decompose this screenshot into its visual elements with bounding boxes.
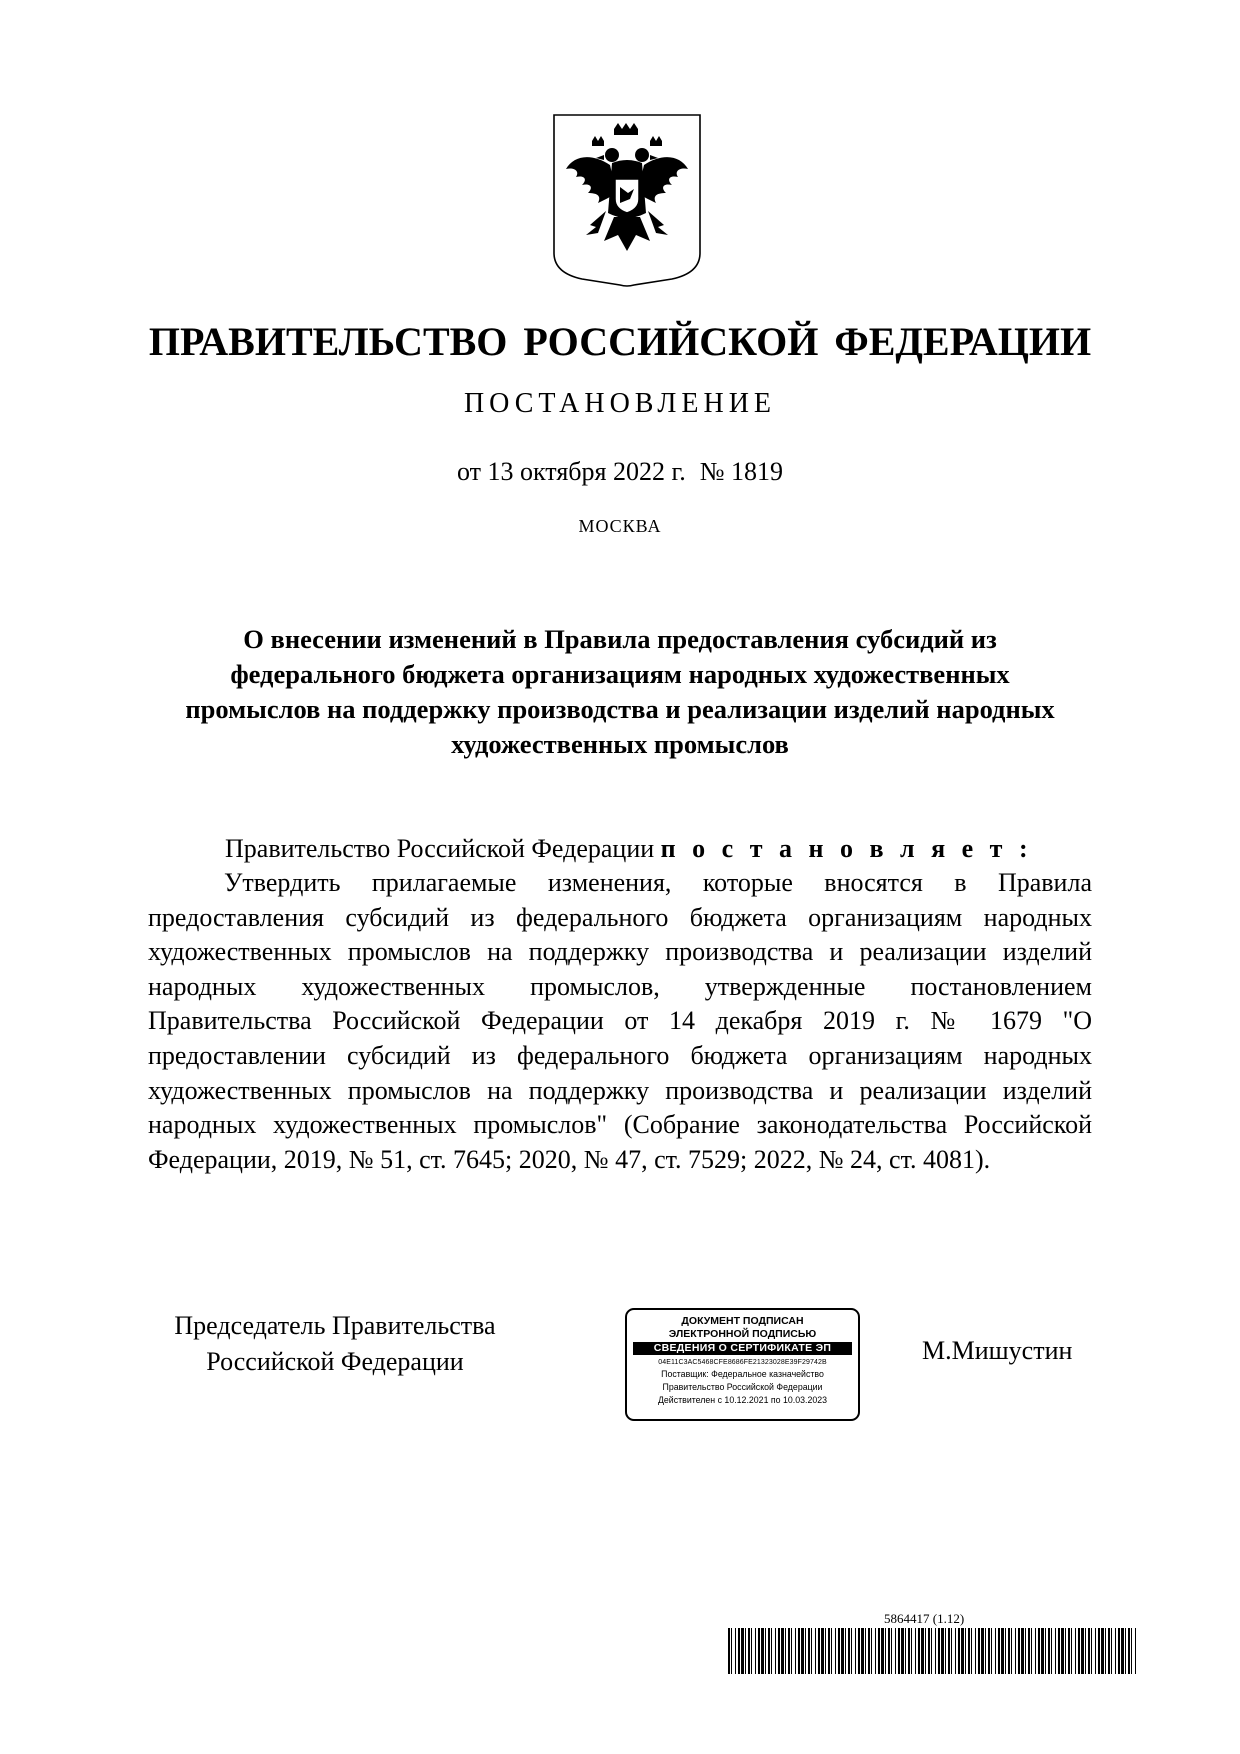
barcode-bar bbox=[1078, 1628, 1080, 1674]
barcode-bar bbox=[1121, 1628, 1124, 1674]
barcode-bar bbox=[981, 1628, 984, 1674]
barcode-bar bbox=[1065, 1628, 1066, 1674]
barcode-bar bbox=[1081, 1628, 1084, 1674]
signatory-name: М.Мишустин bbox=[922, 1336, 1073, 1365]
barcode-bar bbox=[1098, 1628, 1100, 1674]
barcode-bar bbox=[1108, 1628, 1110, 1674]
signatory-position-line1: Председатель Правительства bbox=[174, 1311, 496, 1340]
barcode-bar bbox=[891, 1628, 892, 1674]
date-number-line bbox=[0, 457, 1240, 487]
barcode-bar bbox=[761, 1628, 764, 1674]
document-date: от 13 октября 2022 г. bbox=[456, 457, 686, 486]
document-type: ПОСТАНОВЛЕНИЕ bbox=[463, 388, 777, 419]
barcode-bar bbox=[825, 1628, 826, 1674]
barcode-bar bbox=[801, 1628, 804, 1674]
barcode-bar bbox=[1028, 1628, 1030, 1674]
barcode-bar bbox=[775, 1628, 776, 1674]
barcode-bar bbox=[961, 1628, 964, 1674]
barcode-bar bbox=[1061, 1628, 1064, 1674]
barcode-bar bbox=[951, 1628, 952, 1674]
barcode-bar bbox=[941, 1628, 944, 1674]
barcode-bar bbox=[855, 1628, 856, 1674]
barcode-bar bbox=[798, 1628, 800, 1674]
barcode-bar bbox=[905, 1628, 906, 1674]
barcode-bar bbox=[1085, 1628, 1086, 1674]
barcode-bar bbox=[1011, 1628, 1012, 1674]
barcode-bar bbox=[888, 1628, 890, 1674]
barcode-bar bbox=[915, 1628, 916, 1674]
stamp-line2: ЭЛЕКТРОННОЙ ПОДПИСЬЮ bbox=[668, 1328, 817, 1340]
barcode-bar bbox=[1045, 1628, 1046, 1674]
barcode-bar bbox=[958, 1628, 960, 1674]
barcode-bar bbox=[731, 1628, 732, 1674]
barcode-bar bbox=[1015, 1628, 1016, 1674]
barcode-bar bbox=[1051, 1628, 1052, 1674]
barcode-bar bbox=[821, 1628, 824, 1674]
barcode-bar bbox=[791, 1628, 792, 1674]
barcode-bar bbox=[881, 1628, 884, 1674]
barcode-bar bbox=[785, 1628, 786, 1674]
barcode-bar bbox=[835, 1628, 836, 1674]
barcode-bar bbox=[998, 1628, 1000, 1674]
barcode-bar bbox=[955, 1628, 956, 1674]
barcode-bar bbox=[735, 1628, 736, 1674]
e-signature-stamp bbox=[625, 1308, 860, 1421]
barcode-bar bbox=[1118, 1628, 1120, 1674]
city: МОСКВА bbox=[578, 516, 662, 536]
barcode-bar bbox=[975, 1628, 976, 1674]
barcode-bar bbox=[788, 1628, 790, 1674]
barcode-bar bbox=[1041, 1628, 1044, 1674]
barcode-bar bbox=[925, 1628, 926, 1674]
document-number: № 1819 bbox=[699, 457, 784, 486]
barcode-bar bbox=[1091, 1628, 1092, 1674]
barcode-bar bbox=[741, 1628, 744, 1674]
barcode-bar bbox=[918, 1628, 920, 1674]
barcode-bar bbox=[1055, 1628, 1056, 1674]
signatory-position-line2: Российской Федерации bbox=[206, 1347, 464, 1376]
document-heading: О внесении изменений в Правила предоставления субсидий из федерального бюджета организациям народных художественных промыслов на поддержку производства и реализации изделий народных художественных промыслов bbox=[185, 624, 1055, 759]
barcode-bar bbox=[968, 1628, 970, 1674]
barcode-bar bbox=[1101, 1628, 1104, 1674]
barcode-bar bbox=[818, 1628, 820, 1674]
barcode-bar bbox=[1005, 1628, 1006, 1674]
barcode-bar bbox=[948, 1628, 950, 1674]
barcode-bar bbox=[748, 1628, 750, 1674]
barcode-bar bbox=[771, 1628, 772, 1674]
barcode-bar bbox=[901, 1628, 904, 1674]
barcode-bar bbox=[1068, 1628, 1070, 1674]
barcode-bar bbox=[921, 1628, 924, 1674]
stamp-serial: 04E11C3AC5468CFE8686FE21323028E39F29742B bbox=[658, 1359, 827, 1366]
barcode-bar bbox=[768, 1628, 770, 1674]
barcode-bar bbox=[1031, 1628, 1032, 1674]
decree-word: п о с т а н о в л я е т : bbox=[660, 834, 1033, 863]
barcode-bar bbox=[1131, 1628, 1132, 1674]
stamp-banner: СВЕДЕНИЯ О СЕРТИФИКАТЕ ЭП bbox=[633, 1342, 852, 1355]
barcode-bar bbox=[1111, 1628, 1112, 1674]
barcode-bar bbox=[1018, 1628, 1020, 1674]
barcode-bar bbox=[815, 1628, 816, 1674]
barcode-bar bbox=[1001, 1628, 1004, 1674]
coat-of-arms-emblem bbox=[552, 113, 702, 288]
barcode-bar bbox=[811, 1628, 812, 1674]
barcode-bar bbox=[805, 1628, 806, 1674]
barcode-bar bbox=[908, 1628, 910, 1674]
signatory-position bbox=[150, 1308, 520, 1380]
barcode-bar bbox=[938, 1628, 940, 1674]
barcode-bar bbox=[1038, 1628, 1040, 1674]
barcode-bar bbox=[838, 1628, 840, 1674]
barcode-bar bbox=[765, 1628, 766, 1674]
barcode-bar bbox=[978, 1628, 980, 1674]
barcode-bar bbox=[895, 1628, 896, 1674]
barcode-bar bbox=[831, 1628, 832, 1674]
barcode-bar bbox=[1115, 1628, 1116, 1674]
barcode-bar bbox=[861, 1628, 864, 1674]
barcode-bar bbox=[758, 1628, 760, 1674]
barcode-bar bbox=[935, 1628, 936, 1674]
preamble-subject: Правительство Российской Федерации bbox=[225, 834, 655, 863]
barcode-bar bbox=[808, 1628, 810, 1674]
barcode-bar bbox=[1125, 1628, 1126, 1674]
barcode-bar bbox=[1048, 1628, 1050, 1674]
stamp-owner: Правительство Российской Федерации bbox=[662, 1382, 823, 1392]
barcode-bar bbox=[1008, 1628, 1010, 1674]
barcode-bar bbox=[971, 1628, 972, 1674]
barcode-bar bbox=[868, 1628, 870, 1674]
stamp-supplier: Поставщик: Федеральное казначейство bbox=[661, 1369, 824, 1379]
barcode-bar bbox=[1035, 1628, 1036, 1674]
barcode-bar bbox=[985, 1628, 986, 1674]
barcode-bar bbox=[858, 1628, 860, 1674]
barcode-bar bbox=[1135, 1628, 1136, 1674]
barcode-bar bbox=[898, 1628, 900, 1674]
barcode-bar bbox=[878, 1628, 880, 1674]
government-title: ПРАВИТЕЛЬСТВО РОССИЙСКОЙ ФЕДЕРАЦИИ bbox=[148, 319, 1092, 364]
barcode-bar bbox=[885, 1628, 886, 1674]
barcode-bar bbox=[1058, 1628, 1060, 1674]
barcode-bar bbox=[865, 1628, 866, 1674]
barcode-bar bbox=[845, 1628, 846, 1674]
barcode-bar bbox=[1025, 1628, 1026, 1674]
barcode-bar bbox=[991, 1628, 992, 1674]
barcode-bar bbox=[755, 1628, 756, 1674]
barcode-number: 5864417 (1.12) bbox=[884, 1611, 965, 1626]
barcode-bar bbox=[1021, 1628, 1024, 1674]
barcode-bar bbox=[778, 1628, 780, 1674]
barcode-bar bbox=[851, 1628, 852, 1674]
barcode-bar bbox=[841, 1628, 844, 1674]
stamp-line1: ДОКУМЕНТ ПОДПИСАН bbox=[681, 1315, 804, 1327]
barcode-bar bbox=[848, 1628, 850, 1674]
barcode-bar bbox=[1128, 1628, 1130, 1674]
barcode-bar bbox=[928, 1628, 930, 1674]
body-paragraph: Утвердить прилагаемые изменения, которые вносятся в Правила предоставления субсидий из федерального бюджета организациям народных художественных промыслов на поддержку производства и реализации изделий народных художественных промыслов, утвержденные постановлением Правительства Российской Федерации от 14 декабря 2019 г. № 1679 "О предоставлении субсидий из федерального бюджета организациям народных художественных промыслов на поддержку производства и реализации изделий народных художественных промыслов" (Собрание законодательства Российской Федерации, 2019, № 51, ст. 7645; 2020, № 47, ст. 7529; 2022, № 24, ст. 4081). bbox=[148, 868, 1092, 1174]
barcode-bar bbox=[911, 1628, 912, 1674]
barcode-bar bbox=[988, 1628, 990, 1674]
barcode-bar bbox=[795, 1628, 796, 1674]
preamble bbox=[225, 832, 1033, 866]
barcode-bar bbox=[751, 1628, 752, 1674]
barcode-bar bbox=[1095, 1628, 1096, 1674]
barcode-bar bbox=[871, 1628, 872, 1674]
barcode-bar bbox=[728, 1628, 730, 1674]
barcode-bar bbox=[1075, 1628, 1076, 1674]
barcode-bar bbox=[828, 1628, 830, 1674]
barcode-bar bbox=[1105, 1628, 1106, 1674]
barcode-bar bbox=[745, 1628, 746, 1674]
barcode-bar bbox=[945, 1628, 946, 1674]
barcode-bar bbox=[995, 1628, 996, 1674]
barcode-bar bbox=[1088, 1628, 1090, 1674]
barcode-bar bbox=[738, 1628, 740, 1674]
barcode bbox=[728, 1628, 1140, 1674]
barcode-bar bbox=[781, 1628, 784, 1674]
barcode-bar bbox=[875, 1628, 876, 1674]
barcode-bar bbox=[1071, 1628, 1072, 1674]
barcode-bar bbox=[931, 1628, 932, 1674]
stamp-validity: Действителен с 10.12.2021 по 10.03.2023 bbox=[657, 1395, 828, 1405]
barcode-bar bbox=[965, 1628, 966, 1674]
